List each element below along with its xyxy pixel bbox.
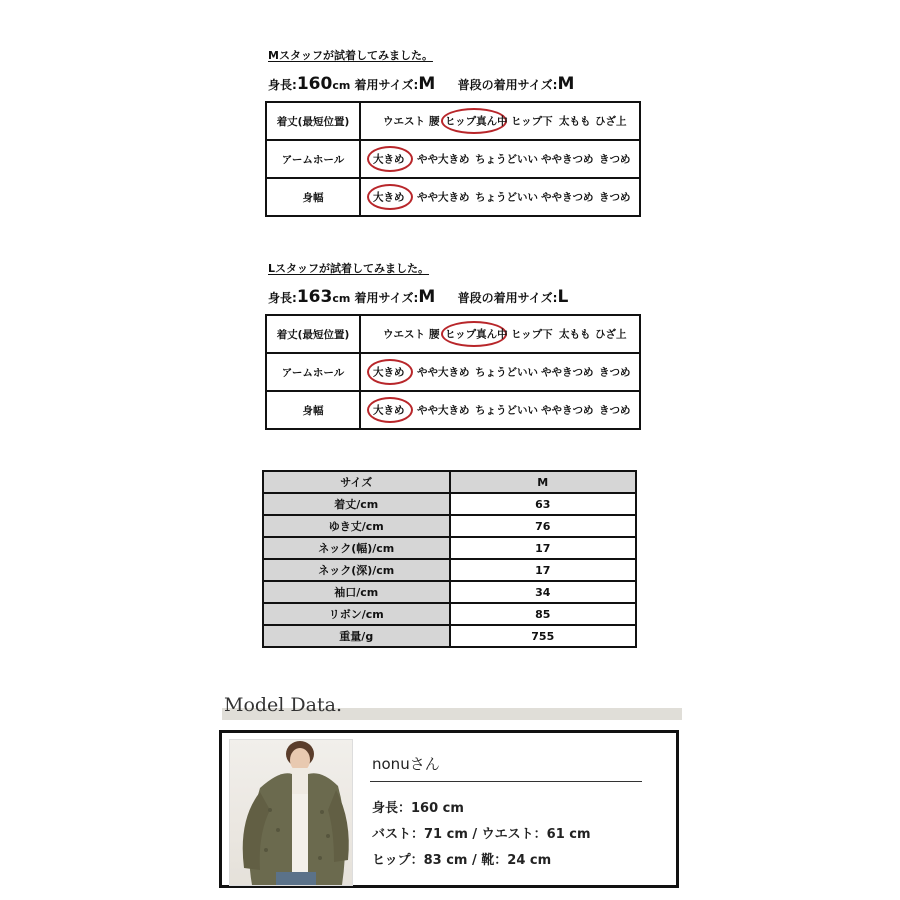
fit-row-length (266, 315, 640, 353)
height-label: 身長: (268, 78, 297, 92)
option: ヒップ真ん中 (445, 115, 508, 128)
size-table (262, 470, 637, 648)
option: ややきつめ (541, 404, 594, 417)
table-row (263, 537, 636, 559)
fit-row-label: アームホール (266, 353, 360, 391)
worn-label: 着用サイズ: (354, 291, 419, 305)
option: ちょうどいい (475, 366, 538, 379)
model-name-divider (370, 781, 642, 782)
size-value: 17 (450, 537, 637, 559)
option: ヒップ下 (511, 115, 553, 128)
usual-label: 普段の着用サイズ: (457, 78, 558, 92)
option: ひざ上 (595, 115, 627, 128)
model-photo (229, 739, 353, 886)
height-label: 身長: (268, 291, 297, 305)
size-value: 76 (450, 515, 637, 537)
fit-row-armhole (266, 353, 640, 391)
size-value: 63 (450, 493, 637, 515)
model-name: nonuさん (372, 755, 440, 773)
option: きつめ (599, 191, 631, 204)
model-illustration (230, 740, 352, 885)
fit-row-label: アームホール (266, 140, 360, 178)
option: 大きめ (373, 191, 405, 204)
size-value: 17 (450, 559, 637, 581)
worn-value: M (418, 287, 436, 307)
model-data-box (219, 730, 679, 888)
option: きつめ (599, 404, 631, 417)
fit-row-armhole (266, 140, 640, 178)
staff-m-meta (268, 74, 574, 94)
option: ちょうどいい (475, 153, 538, 166)
size-value: 85 (450, 603, 637, 625)
model-data-title: Model Data. (224, 694, 342, 716)
fit-row-width (266, 178, 640, 216)
staff-l-meta (268, 287, 568, 307)
height-value: 163 (296, 287, 333, 307)
size-value: M (450, 471, 637, 493)
size-key: 着丈/cm (263, 493, 450, 515)
table-row (263, 603, 636, 625)
option: ややきつめ (541, 191, 594, 204)
model-height: 身長：160 cm (372, 801, 464, 816)
table-row (263, 515, 636, 537)
size-key: 袖口/cm (263, 581, 450, 603)
option: ヒップ真ん中 (445, 328, 508, 341)
option: やや大きめ (417, 404, 470, 417)
staff-l-fit-table (265, 314, 641, 430)
size-key: サイズ (263, 471, 450, 493)
table-row (263, 493, 636, 515)
staff-l-heading: Lスタッフが試着してみました。 (268, 262, 430, 275)
fit-row-options (360, 102, 640, 140)
size-key: リボン/cm (263, 603, 450, 625)
option: 大きめ (373, 366, 405, 379)
option: きつめ (599, 366, 631, 379)
fit-row-options (360, 353, 640, 391)
option: 腰 (429, 115, 440, 128)
fit-row-length (266, 102, 640, 140)
option: ウエスト (383, 115, 425, 128)
size-value: 755 (450, 625, 637, 647)
fit-row-label: 着丈(最短位置) (266, 315, 360, 353)
usual-label: 普段の着用サイズ: (457, 291, 558, 305)
fit-row-label: 身幅 (266, 178, 360, 216)
table-row (263, 559, 636, 581)
option: やや大きめ (417, 191, 470, 204)
size-table-header (263, 471, 636, 493)
option: やや大きめ (417, 366, 470, 379)
fit-row-options (360, 140, 640, 178)
size-key: ネック(深)/cm (263, 559, 450, 581)
option: 太もも (559, 328, 591, 341)
option: 腰 (429, 328, 440, 341)
usual-value: L (557, 287, 569, 307)
option: ひざ上 (595, 328, 627, 341)
height-value: 160 (296, 74, 333, 94)
fit-row-options (360, 315, 640, 353)
model-bust-waist: バスト：71 cm / ウエスト：61 cm (372, 827, 591, 842)
option: 大きめ (373, 153, 405, 166)
height-unit: cm (332, 292, 351, 305)
table-row (263, 625, 636, 647)
option: やや大きめ (417, 153, 470, 166)
table-row (263, 581, 636, 603)
size-key: ネック(幅)/cm (263, 537, 450, 559)
size-value: 34 (450, 581, 637, 603)
fit-row-width (266, 391, 640, 429)
option: ちょうどいい (475, 404, 538, 417)
option: ややきつめ (541, 153, 594, 166)
option: ちょうどいい (475, 191, 538, 204)
worn-label: 着用サイズ: (354, 78, 419, 92)
fit-row-options (360, 391, 640, 429)
option: 大きめ (373, 404, 405, 417)
usual-value: M (557, 74, 575, 94)
option: 太もも (559, 115, 591, 128)
worn-value: M (418, 74, 436, 94)
fit-row-label: 着丈(最短位置) (266, 102, 360, 140)
fit-row-options (360, 178, 640, 216)
option: ややきつめ (541, 366, 594, 379)
fit-row-label: 身幅 (266, 391, 360, 429)
staff-m-fit-table (265, 101, 641, 217)
option: ヒップ下 (511, 328, 553, 341)
model-hip-shoes: ヒップ：83 cm / 靴：24 cm (372, 853, 552, 868)
option: きつめ (599, 153, 631, 166)
size-key: 重量/g (263, 625, 450, 647)
staff-m-heading: Mスタッフが試着してみました。 (268, 49, 433, 62)
height-unit: cm (332, 79, 351, 92)
size-key: ゆき丈/cm (263, 515, 450, 537)
option: ウエスト (383, 328, 425, 341)
